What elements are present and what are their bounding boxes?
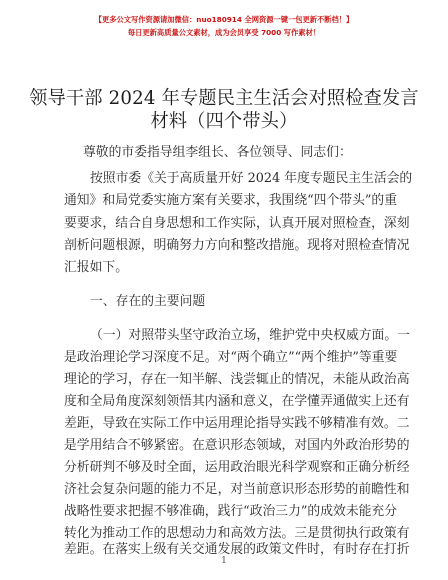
body-line: 分析研判不够及时全面，运用政治眼光科学观察和正确分析经 bbox=[64, 460, 410, 475]
body-line: 按照市委《关于高质量开好 2024 年度专题民主生活会的 bbox=[90, 171, 413, 186]
body-line: 济社会复杂问题的能力不足，对当前意识形态形势的前瞻性和 bbox=[64, 482, 410, 497]
body-line: 理论的学习，存在一知半解、浅尝辄止的情况，未能从政治高 bbox=[64, 372, 410, 387]
body-line: （一）对照带头坚守政治立场，维护党中央权威方面。一 bbox=[90, 328, 410, 343]
body-line: 差距。在落实上级有关交通发展的政策文件时，有时存在打折 bbox=[64, 542, 410, 557]
page-number: 1 bbox=[221, 556, 227, 566]
body-line: 差距，导致在实际工作中运用理论指导实践不够精准有效。二 bbox=[64, 416, 410, 431]
body-line: 战略性要求把握不够准确，践行“政治三力”的成效未能充分 bbox=[64, 504, 398, 519]
promo-banner-line-1: 【更多公文写作资源请加微信：nuo180914 全网资源一键一包更新不断档！】 bbox=[94, 15, 354, 24]
body-line: 转化为推动工作的思想动力和高效方法。三是贯彻执行政策有 bbox=[64, 526, 410, 541]
body-line: 通知》和局党委实施方案有关要求，我围绕“四个带头”的重 bbox=[64, 193, 398, 208]
body-line: 汇报如下。 bbox=[64, 260, 128, 275]
document-title-line-1: 领导干部 2024 年专题民主生活会对照检查发言 bbox=[29, 88, 419, 109]
salutation: 尊敬的市委指导组李组长、各位领导、同志们： bbox=[83, 145, 352, 160]
body-line: 剖析问题根源，明确努力方向和整改措施。现将对照检查情况 bbox=[64, 238, 410, 253]
section-heading: 一、存在的主要问题 bbox=[90, 294, 206, 309]
promo-banner-line-2: 每日更新高质量公文素材，成为会员享受 7000 写作素材！ bbox=[127, 28, 321, 37]
body-line: 是政治理论学习深度不足。对“两个确立”“两个维护”等重要 bbox=[64, 350, 398, 365]
body-line: 度和全局角度深刻领悟其内涵和意义，在学懂弄通做实上还有 bbox=[64, 394, 410, 409]
body-line: 要要求，结合自身思想和工作实际，认真开展对照检查，深刻 bbox=[64, 216, 410, 231]
body-line: 是学用结合不够紧密。在意识形态领域，对国内外政治形势的 bbox=[64, 438, 410, 453]
document-title-line-2: 材料（四个带头） bbox=[150, 111, 298, 132]
